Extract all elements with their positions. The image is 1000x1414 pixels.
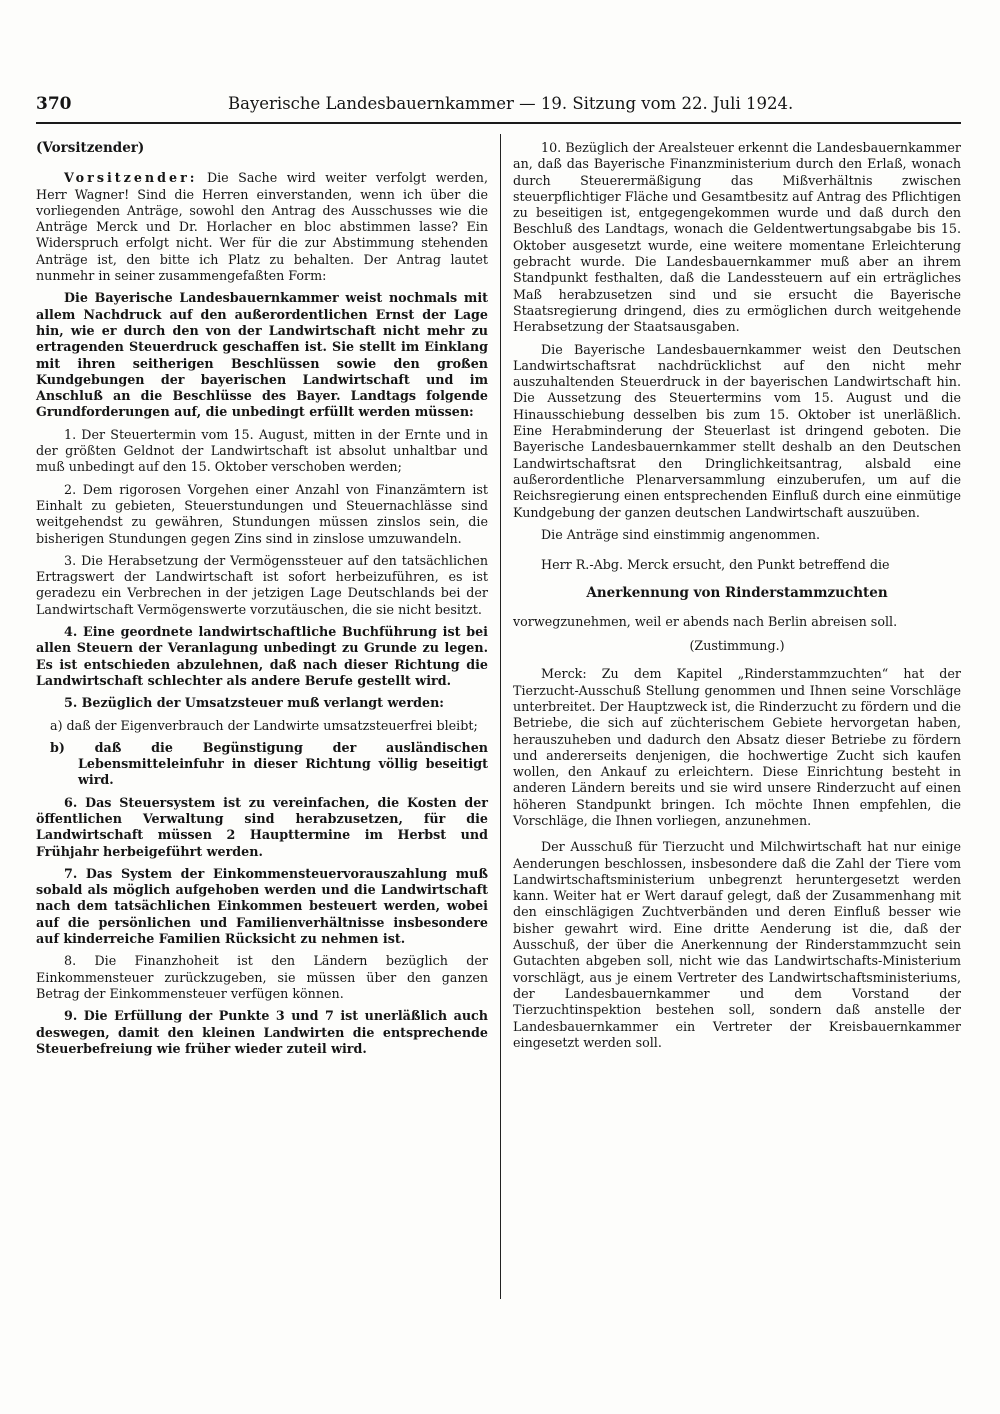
left-column bbox=[36, 140, 488, 1063]
approval-note: (Zustimmung.) bbox=[689, 638, 785, 654]
demand-item-8: 8. Die Finanzhoheit ist den Ländern bezüglich der Einkommensteuer zurückzugeben, sie müssen über den ganzen Betrag der Einkommensteuer verfügen können. bbox=[36, 953, 488, 1001]
demand-item-9: 9. Die Erfüllung der Punkte 3 und 7 ist unerläßlich auch deswegen, damit den kleinen Landwirten die entsprechende Steuerbefreiung wie früher wieder zuteil wird. bbox=[36, 1008, 488, 1056]
section-heading: Anerkennung von Rinderstammzuchten bbox=[586, 585, 888, 602]
demand-item-4: 4. Eine geordnete landwirtschaftliche Buchführung ist bei allen Steuern der Veranlagung unbedingt zu Grunde zu legen. Es ist entschieden abzulehnen, daß nach dieser Richtung die Landwirtschaft schlechter als andere Berufe gestellt wird. bbox=[36, 624, 488, 688]
chair-intro-text: Die Sache wird weiter verfolgt werden, Herr Wagner! Sind die Herren einverstanden, wenn ich über die vorliegenden Anträge, sowohl den Antrag des Ausschusses wie die Anträge Merck und Dr. Horlacher en bloc abstimmen lasse? Ein Widerspruch erfolgt nicht. Wer für die zur Abstimmung stehenden Anträge ist, den bitte ich Platz zu behalten. Der Antrag lautet nunmehr in seiner zusammengefaßten Form: bbox=[36, 170, 488, 284]
speaker-role-label: (Vorsitzender) bbox=[36, 140, 145, 156]
demand-item-5a: a) daß der Eigenverbrauch der Landwirte umsatzsteuerfrei bleibt; bbox=[50, 717, 478, 733]
demand-item-1: 1. Der Steuertermin vom 15. August, mitten in der Ernte und in der größten Geldnot der Landwirtschaft ist absolut unhaltbar und muß unbedingt auf den 15. Oktober verschoben werden; bbox=[36, 426, 488, 475]
column-divider bbox=[500, 134, 501, 1299]
header-rule bbox=[36, 122, 961, 124]
merck-speech: Merck: Zu dem Kapitel „Rinderstammzuchten“ hat der Tierzucht-Ausschuß Stellung genommen und Ihnen seine Vorschläge unterbreitet. Der Hauptzweck ist, die Rinderzucht zu fördern und die Betriebe, die sich auf züchterischem Gebiete hervorgetan haben, herauszuheben und dadurch den Absatz dieser Betriebe zu fördern und andererseits denjenigen, die hochwertige Zucht sich kaufen wollen, den Ankauf zu erleichtern. Diese Einrichtung besteht in anderen Ländern bereits und sie wird unsere Rinderzucht auf einen höheren Standpunkt bringen. Ich möchte Ihnen empfehlen, die Vorschläge, die Ihnen vorliegen, anzunehmen. bbox=[513, 666, 961, 828]
right-column bbox=[513, 140, 961, 1057]
accepted-note: Die Anträge sind einstimmig angenommen. bbox=[541, 526, 821, 542]
chair-intro-paragraph bbox=[36, 170, 488, 284]
committee-paragraph: Der Ausschuß für Tierzucht und Milchwirtschaft hat nur einige Aenderungen beschlossen, insbesondere daß die Zahl der Tiere vom Landwirtschaftsministerium unbegrenzt heruntergesetzt werden kann. Weiter hat er Wert darauf gelegt, daß der Zusammenhang mit den einschlägigen Zuchtverbänden und deren Einfluß besser wie bisher gewahrt wird. Eine dritte Aenderung ist die, daß der Ausschuß, der über die Anerkennung der Rinderstammzucht sein Gutachten abgeben soll, nicht wie das Landwirtschafts-Ministerium vorschlägt, aus je einem Vertreter des Landwirtschaftsministeriums, der Landesbauernkammer und dem Vorstand der Tierzuchtinspektion bestehen soll, sondern daß anstelle der Landesbauernkammer ein Vertreter der Kreisbauernkammer eingesetzt werden soll. bbox=[513, 839, 961, 1050]
demand-item-6: 6. Das Steuersystem ist zu vereinfachen, die Kosten der öffentlichen Verwaltung sind herabzusetzen, für die Landwirtschaft müssen 2 Haupttermine im Herbst und Frühjahr herbeigeführt werden. bbox=[36, 794, 488, 859]
running-title: Bayerische Landesbauernkammer — 19. Sitzung vom 22. Juli 1924. bbox=[228, 94, 794, 113]
demand-item-5b: b) daß die Begünstigung der ausländischen Lebensmitteleinfuhr in dieser Richtung völlig beseitigt wird. bbox=[50, 739, 488, 788]
landwirtschaftsrat-paragraph: Die Bayerische Landesbauernkammer weist den Deutschen Landwirtschaftsrat nachdrücklichst auf den nicht mehr auszuhaltenden Steuerdruck in der bayerischen Landwirtschaft hin. Die Aussetzung des Steuertermins vom 15. August und die Hinausschiebung desselben bis zum 15. Oktober ist unerläßlich. Eine Herabminderung der Steuerlast ist dringend geboten. Die Bayerische Landesbauernkammer stellt deshalb an den Deutschen Landwirtschaftsrat den Dringlichkeitsantrag, alsbald eine außerordentliche Plenarversammlung einzuberufen, um auf die Reichsregierung einen entsprechenden Einfluß durch eine einmütige Kundgebung der ganzen deutschen Landwirtschaft auszuüben. bbox=[513, 341, 961, 520]
merck-request: Herr R.-Abg. Merck ersucht, den Punkt betreffend die bbox=[541, 557, 890, 573]
speaker-name: Vorsitzender: bbox=[64, 170, 198, 186]
resolution-paragraph: Die Bayerische Landesbauernkammer weist nochmals mit allem Nachdruck auf den außerordentlichen Ernst der Lage hin, wie er durch den von der Landwirtschaft nicht mehr zu ertragenden Steuerdruck geschaffen ist. Sie stellt im Einklang mit ihren seitherigen Beschlüssen sowie den großen Kundgebungen der bayerischen Landwirtschaft und im Anschluß an die Beschlüsse des Bayer. Landtags folgende Grundforderungen auf, die unbedingt erfüllt werden müssen: bbox=[36, 290, 488, 420]
demand-item-2: 2. Dem rigorosen Vorgehen einer Anzahl von Finanzämtern ist Einhalt zu gebieten, Steuerstundungen und Steuernachlässe sind weitgehendst zu gewähren, Stundungen müssen zinslos sein, die bisherigen Stundungen gegen Zins sind in zinslose umzuwandeln. bbox=[36, 481, 488, 546]
merck-request-continued: vorwegzunehmen, weil er abends nach Berlin abreisen soll. bbox=[513, 613, 898, 629]
demand-item-7: 7. Das System der Einkommensteuervorauszahlung muß sobald als möglich aufgehoben werden und die Landwirtschaft nach dem tatsächlichen Einkommen besteuert werden, wobei auf die persönlichen und Familienverhältnisse insbesondere auf kinderreiche Familien Rücksicht zu nehmen ist. bbox=[36, 865, 488, 947]
page-number: 370 bbox=[36, 94, 72, 114]
demand-item-3: 3. Die Herabsetzung der Vermögenssteuer auf den tatsächlichen Ertragswert der Landwirtschaft ist sofort herbeizuführen, es ist geradezu ein Verbrechen in der jetzigen Lage Deutschlands bei der Landwirtschaft Vermögenswerte vorzutäuschen, die sie nicht besitzt. bbox=[36, 552, 488, 617]
demand-item-10: 10. Bezüglich der Arealsteuer erkennt die Landesbauernkammer an, daß das Bayerische Finanzministerium durch den Erlaß, wonach durch Steuerermäßigung das Mißverhältnis zwischen steuerpflichtiger Fläche und Gesamtbesitz auf Antrag des Pflichtigen zu beseitigen ist, entgegengekommen wurde und daß durch den Beschluß des Landtags, wonach die Geldentwertungsabgabe bis 15. Oktober ausgesetzt wurde, eine weitere momentane Erleichterung gebracht wurde. Die Landesbauernkammer muß aber an ihrem Standpunkt festhalten, daß die Landessteuern auf ein erträgliches Maß herabzusetzen sind und sie ersucht die Bayerische Staatsregierung dringend, dies zu ermöglichen durch weitgehende Herabsetzung der Staatsausgaben. bbox=[513, 140, 961, 335]
demand-item-5: 5. Bezüglich der Umsatzsteuer muß verlangt werden: bbox=[64, 695, 444, 711]
